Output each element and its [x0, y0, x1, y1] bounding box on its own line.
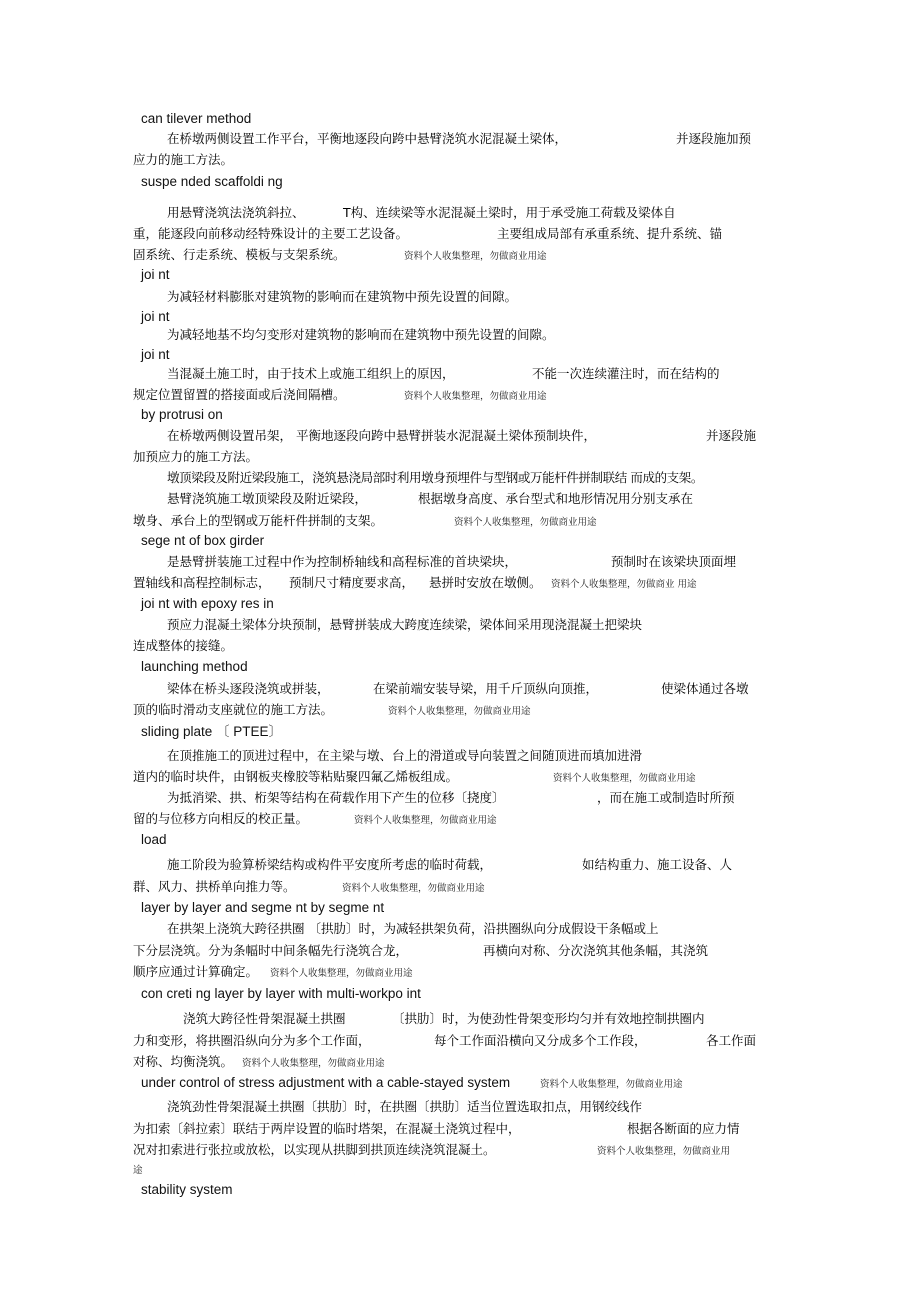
text-line: 并逐段施: [706, 428, 757, 443]
text-line: T构、连续梁等水泥混凝土梁时，用于承受施工荷载及梁体自: [343, 205, 676, 220]
text-line: 使梁体通过各墩: [661, 681, 749, 696]
text-line: 在顶推施工的顶进过程中，在主梁与墩、台上的滑道或导向装置之间随顶进而填加进滑: [167, 748, 643, 763]
text-line: 根据各断面的应力情: [627, 1121, 740, 1136]
term-heading: con creti ng layer by layer with multi-workpo int: [141, 986, 421, 1001]
text-line: 群、风力、拱桥单向推力等。: [133, 879, 296, 894]
text-line: 为抵消梁、拱、桁架等结构在荷载作用下产生的位移〔挠度〕: [167, 790, 505, 805]
note: 资料个人收集整理，勿做商业用途: [454, 517, 597, 528]
text-line: 对称、均衡浇筑。: [133, 1054, 234, 1069]
text-line: ，而在施工或制造时所预: [597, 790, 735, 805]
text-line: 预制尺寸精度要求高，: [289, 575, 415, 590]
text-line: 在梁前端安装导梁，用千斤顶纵向顶推，: [373, 681, 599, 696]
note: 资料个人收集整理，勿做商业用途: [242, 1058, 385, 1069]
term-heading: suspe nded scaffoldi ng: [141, 174, 283, 189]
text-line: 重，能逐段向前移动经特殊设计的主要工艺设备。: [133, 226, 409, 241]
text-line: 梁体在桥头逐段浇筑或拼装，: [167, 681, 330, 696]
text-line: 浇筑大跨径性骨架混凝土拱圈: [183, 1011, 346, 1026]
term-heading: sliding plate 〔 PTEE〕: [141, 724, 283, 739]
text-line: 每个工作面沿横向又分成多个工作段，: [434, 1033, 647, 1048]
note: 资料个人收集整理，勿做商业用途: [354, 815, 497, 826]
term-heading: joi nt: [141, 267, 170, 282]
term-heading: can tilever method: [141, 111, 252, 126]
text-line: 在拱架上浇筑大跨径拱圈 〔拱肋〕时，为减轻拱架负荷，沿拱圈纵向分成假设干条幅或上: [167, 921, 659, 936]
text-line: 不能一次连续灌注时，而在结构的: [532, 366, 720, 381]
note: 资料个人收集整理，勿做商业用途: [553, 773, 696, 784]
text-line: 预制时在该梁块顶面埋: [611, 554, 737, 569]
text-line: 预应力混凝土梁体分块预制，悬臂拼装成大跨度连续梁，梁体间采用现浇混凝土把梁块: [167, 617, 643, 632]
text-line: 力和变形，将拱圈沿纵向分为多个工作面，: [133, 1033, 371, 1048]
text-line: 墩身、承台上的型钢或万能杆件拼制的支架。: [133, 513, 384, 528]
text-line: 顺序应通过计算确定。: [133, 964, 259, 979]
text-line: 再横向对称、分次浇筑其他条幅，其浇筑: [483, 943, 709, 958]
text-line: 为扣索〔斜拉索〕联结于两岸设置的临时塔架，在混凝土浇筑过程中，: [133, 1121, 521, 1136]
note: 资料个人收集整理，勿做商业用途: [404, 391, 547, 402]
text-line: 各工作面: [706, 1033, 757, 1048]
term-heading: sege nt of box girder: [141, 533, 265, 548]
text-line: 在桥墩两侧设置工作平台，平衡地逐段向跨中悬臂浇筑水泥混凝土梁体，: [167, 131, 568, 146]
text-line: 下分层浇筑。分为条幅时中间条幅先行浇筑合龙，: [133, 943, 409, 958]
note: 资料个人收集整理，勿做商业用途: [388, 706, 531, 717]
text-line: 主要组成局部有承重系统、提升系统、锚: [497, 226, 723, 241]
text-line: 规定位置留置的搭接面或后浇间隔槽。: [133, 387, 346, 402]
term-heading: stability system: [141, 1182, 233, 1197]
text-line: 墩顶梁段及附近梁段施工，浇筑悬浇局部时利用墩身预埋件与型钢或万能杆件拼制联结 而成的支架。: [167, 470, 703, 485]
text-line: 连成整体的接缝。: [133, 638, 234, 653]
text-line: 施工阶段为验算桥梁结构或构件平安度所考虑的临时荷载，: [167, 857, 493, 872]
note: 资料个人收集整理，勿做商业用途: [540, 1079, 683, 1090]
term-heading: under control of stress adjustment with a cable-stayed system: [141, 1075, 511, 1090]
text-line: 顶的临时滑动支座就位的施工方法。: [133, 702, 334, 717]
text-line: 置轴线和高程控制标志，: [133, 575, 271, 590]
note: 资料个人收集整理，勿做商业用途: [342, 883, 485, 894]
text-line: 当混凝土施工时，由于技术上或施工组织上的原因，: [167, 366, 455, 381]
text-line: 在桥墩两侧设置吊架， 平衡地逐段向跨中悬臂拼装水泥混凝土梁体预制块件，: [167, 428, 596, 443]
text-line: 根据墩身高度、承台型式和地形情况用分别支承在: [418, 491, 694, 506]
note: 资料个人收集整理，勿做商业用途: [270, 968, 413, 979]
note: 资料个人收集整理，勿做商业用途: [404, 251, 547, 262]
text-line: 是悬臂拼装施工过程中作为控制桥轴线和高程标准的首块梁块，: [167, 554, 518, 569]
term-heading: launching method: [141, 659, 248, 674]
text-line: 如结构重力、施工设备、人: [582, 857, 733, 872]
term-heading: load: [141, 832, 167, 847]
text-line: 固系统、行走系统、模板与支架系统。: [133, 247, 346, 262]
note: 资料个人收集整理，勿做商业用: [597, 1146, 731, 1157]
text-line: 为减轻地基不均匀变形对建筑物的影响而在建筑物中预先设置的间隙。: [167, 327, 555, 342]
text-line: 浇筑劲性骨架混凝土拱圈〔拱肋〕时，在拱圈〔拱肋〕适当位置选取扣点，用钢绞线作: [167, 1099, 643, 1114]
term-heading: by protrusi on: [141, 407, 223, 422]
text-line: 悬臂浇筑施工墩顶梁段及附近梁段，: [167, 491, 368, 506]
text-line: 用悬臂浇筑法浇筑斜拉、: [167, 205, 305, 220]
text-line: 悬拼时安放在墩侧。: [429, 575, 542, 590]
text-line: 为减轻材料膨胀对建筑物的影响而在建筑物中预先设置的间隙。: [167, 289, 518, 304]
term-heading: joi nt: [141, 347, 170, 362]
text-line: 留的与位移方向相反的校正量。: [133, 811, 309, 826]
note: 途: [133, 1165, 143, 1176]
text-line: 加预应力的施工方法。: [133, 449, 259, 464]
term-heading: layer by layer and segme nt by segme nt: [141, 900, 385, 915]
text-line: 应力的施工方法。: [133, 152, 234, 167]
term-heading: joi nt with epoxy res in: [141, 596, 274, 611]
note: 资料个人收集整理，勿做商业 用途: [551, 579, 697, 590]
text-line: 〔拱肋〕时，为使劲性骨架变形均匀并有效地控制拱圈内: [392, 1011, 705, 1026]
text-line: 并逐段施加预: [676, 131, 752, 146]
text-line: 道内的临时块件，由钢板夹橡胶等粘贴聚四氟乙烯板组成。: [133, 769, 459, 784]
text-line: 况对扣索进行张拉或放松，以实现从拱脚到拱顶连续浇筑混凝土。: [133, 1142, 496, 1157]
term-heading: joi nt: [141, 309, 170, 324]
